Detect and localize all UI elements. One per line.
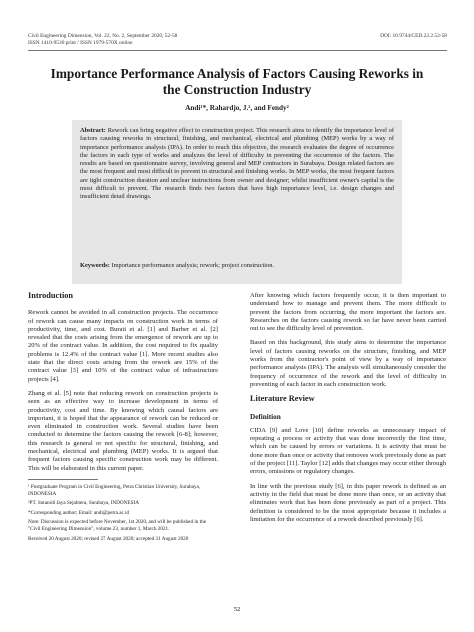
paragraph: Based on this background, this study aims to determine the importance level of factors causing reworks on the structure, finishing, and MEP works from the contractor's point of view by a way of importance performance analysis (IPA). The analysis will simultaneously consider the frequency of occurrence of the rework and the level of difficulty in preventing of each factor in each construction work. bbox=[250, 339, 446, 388]
paragraph: Rework cannot be avoided in all construction projects. The occurrence of rework can cause many impacts on construction work in terms of productivity, time, and cost. Burati et al. [1] and Barber et al. [2] revealed that the costs arising from the emergence of rework are up to 20% of the contract value. In addition, the cost required to fix quality problems is 12.4% of the contract value [1]. More recent studies also state that the direct costs arising from the rework are 15% of the contract value [3] and 10% of the contract value of infrastructure projects [4]. bbox=[28, 309, 218, 383]
definition-heading: Definition bbox=[250, 412, 281, 421]
header-rule bbox=[28, 50, 447, 51]
abstract-label: Abstract: bbox=[80, 127, 106, 134]
author-line: Andi¹*, Rahardjo, J.², and Fendy² bbox=[185, 104, 289, 112]
running-header bbox=[28, 33, 328, 47]
left-column bbox=[28, 292, 218, 545]
footnote-rule bbox=[28, 479, 98, 480]
footnote-corresponding: *Corresponding author; Email: andi@petra.ac.id bbox=[28, 509, 130, 516]
footnote-affiliation-1: ¹ Postgraduate Program in Civil Engineering, Petra Christian University, Surabaya, INDONESIA bbox=[28, 483, 201, 497]
literature-review-heading: Literature Review bbox=[250, 394, 315, 404]
paper-title: Importance Performance Analysis of Factors Causing Reworks in the Construction Industry bbox=[50, 66, 424, 97]
paragraph: Zhang et al. [5] note that reducing rework on construction projects is seen as an effective way to increase development in terms of productivity, cost and time. By knowing which causal factors are important, it is hoped that the appearance of rework can be reduced or even eliminated in construction work. Several studies have been conducted to determine the factors causing the rework [6-8]; however, this research is general or not specific for structural, finishing, and mechanical, electrical and plumbing (MEP) works. It is argued that frequent factors causing specific construction work may be different. This will be elaborated in this current paper. bbox=[28, 389, 218, 472]
footnote-note: Note: Discussion is expected before November, 1st 2020, and will be published in the "Civil Engineering Dimension", volume 23, number 1, March 2021. bbox=[28, 519, 207, 532]
paragraph: After knowing which factors frequently occur, it is then important to understand how to manage and prevent them. The more difficult to prevent the factors from occurring, the more important the factors are. Researches on the factors causing rework so far have never been carried out to see the difficulty level of prevention. bbox=[250, 292, 446, 333]
doi: DOI: 10.9744/CED.22.2.52-58 bbox=[380, 33, 447, 39]
issn-line: ISSN 1410-9530 print / ISSN 1979-570X online bbox=[28, 40, 133, 46]
paragraph: CIDA [9] and Love [10] define reworks as unnecessary impact of repeating a process or activity that was done incorrectly the first time, which can be caused by errors or variations. It is activity that must be done more than once or activity that removes work previously done as part of the project [11]. Taylor [12] adds that changes may occur either through errors, omissions or regulatory changes. bbox=[250, 426, 446, 476]
keywords bbox=[80, 262, 402, 269]
page-number: 52 bbox=[233, 606, 241, 613]
keywords-label: Keywords: bbox=[80, 262, 110, 269]
keywords-text: Importance performance analysis; rework; project construction. bbox=[111, 262, 274, 269]
journal-line: Civil Engineering Dimension, Vol. 22, No. 2, September 2020, 52-58 bbox=[28, 33, 178, 39]
footnote-dates: Received 20 August 2020; revised 27 August 2020; accepted 31 August 2020 bbox=[28, 535, 189, 542]
abstract-text: Rework can bring negative effect to construction project. This research aims to identify the importance level of factors causing reworks in structural, finishing, and mechanical, electrical and plumbing (MEP) works by a way of importance performance analysis (IPA). In order to reach this objective, the research evaluates the degree of occurrence the factors in each type of works and analyzes the level of difficulty in preventing the occurrence of the factors. The results are based on questionnaire survey, involving general and MEP contractors in Surabaya. Design related factors are the most frequent and most difficult to prevent in structural and finishing works. In MEP works, the most frequent factors are tight construction duration and unclear instructions from owner and designer; whilst insufficient owner's capital is the most difficult to prevent. The research finds two factors that have high importance level, i.e. design changes and insufficient detail drawings. bbox=[80, 127, 394, 200]
abstract-box bbox=[72, 120, 402, 284]
paragraph: In line with the previous study [6], in this paper rework is defined as an activity in the field that must be done more than once, or an activity that eliminates work that has been done previously as part of a project. This definition is considered to be the most appropriate because it includes a limitation for the occurrence of a rework described previously [6]. bbox=[250, 482, 446, 523]
introduction-heading: Introduction bbox=[28, 291, 74, 300]
footnote-affiliation-2: ²PT. Sutanidi Jaya Sejahtera, Surabaya, INDONESIA bbox=[28, 500, 139, 507]
right-column bbox=[250, 292, 446, 530]
